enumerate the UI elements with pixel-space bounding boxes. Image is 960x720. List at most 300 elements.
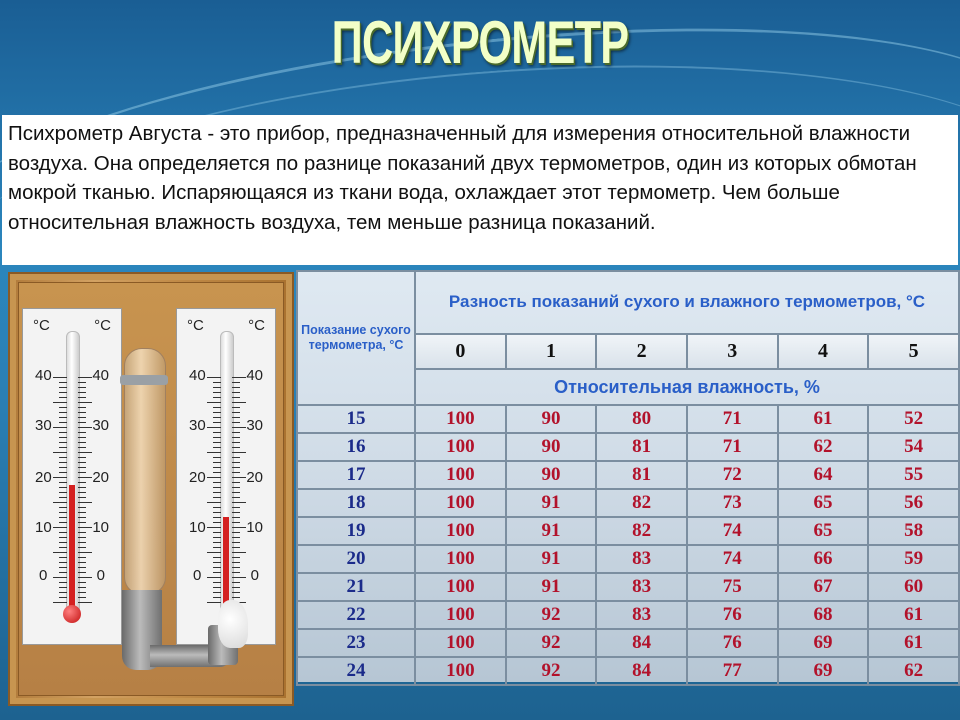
scale-tick bbox=[78, 387, 86, 388]
humidity-value-cell: 100 bbox=[415, 657, 506, 685]
scale-tick bbox=[78, 547, 86, 548]
scale-tick bbox=[59, 482, 67, 483]
scale-tick bbox=[213, 587, 221, 588]
scale-tick bbox=[78, 442, 86, 443]
scale-tick bbox=[232, 587, 240, 588]
scale-tick bbox=[213, 562, 221, 563]
scale-tick bbox=[213, 437, 221, 438]
scale-tick bbox=[232, 547, 240, 548]
scale-tick bbox=[213, 512, 221, 513]
scale-label: 20 bbox=[35, 469, 52, 486]
scale-tick bbox=[78, 537, 86, 538]
humidity-value-cell: 52 bbox=[868, 405, 959, 433]
scale-label: 0 bbox=[96, 567, 105, 584]
humidity-value-cell: 81 bbox=[596, 461, 687, 489]
humidity-value-cell: 61 bbox=[868, 629, 959, 657]
scale-tick bbox=[213, 572, 221, 573]
scale-tick bbox=[213, 397, 221, 398]
humidity-value-cell: 100 bbox=[415, 629, 506, 657]
scale-tick bbox=[232, 552, 246, 553]
scale-tick bbox=[78, 392, 86, 393]
scale-tick bbox=[213, 582, 221, 583]
scale-tick bbox=[59, 462, 67, 463]
scale-tick bbox=[213, 482, 221, 483]
scale-tick bbox=[78, 397, 86, 398]
unit-label: °C bbox=[33, 317, 50, 334]
humidity-value-cell: 76 bbox=[687, 601, 778, 629]
scale-tick bbox=[232, 447, 240, 448]
scale-tick bbox=[59, 392, 67, 393]
scale-tick bbox=[207, 452, 221, 453]
scale-label: 0 bbox=[250, 567, 259, 584]
table-row bbox=[297, 601, 959, 629]
humidity-value-cell: 69 bbox=[778, 657, 869, 685]
scale-tick bbox=[232, 457, 240, 458]
scale-tick bbox=[59, 382, 67, 383]
dry-temperature-cell: 16 bbox=[297, 433, 415, 461]
humidity-value-cell: 100 bbox=[415, 601, 506, 629]
scale-tick bbox=[232, 562, 240, 563]
scale-tick bbox=[213, 542, 221, 543]
scale-tick bbox=[232, 487, 240, 488]
scale-tick bbox=[213, 492, 221, 493]
relative-humidity-header: Относительная влажность, % bbox=[415, 369, 959, 405]
humidity-value-cell: 73 bbox=[687, 489, 778, 517]
scale-tick bbox=[232, 452, 246, 453]
humidity-value-cell: 91 bbox=[506, 573, 597, 601]
scale-tick bbox=[78, 532, 86, 533]
scale-tick bbox=[59, 447, 67, 448]
scale-tick bbox=[232, 387, 240, 388]
dry-temperature-cell: 15 bbox=[297, 405, 415, 433]
scale-label: 10 bbox=[92, 519, 109, 536]
scale-tick bbox=[78, 482, 86, 483]
scale-tick bbox=[59, 567, 67, 568]
difference-value: 2 bbox=[596, 334, 687, 370]
humidity-value-cell: 60 bbox=[868, 573, 959, 601]
scale-tick bbox=[59, 537, 67, 538]
scale-tick bbox=[213, 497, 221, 498]
humidity-value-cell: 67 bbox=[778, 573, 869, 601]
table-row bbox=[297, 405, 959, 433]
scale-tick bbox=[232, 422, 240, 423]
scale-tick bbox=[232, 527, 246, 528]
scale-tick bbox=[232, 382, 240, 383]
scale-tick bbox=[78, 512, 86, 513]
description-box bbox=[2, 115, 958, 265]
scale-tick bbox=[232, 432, 240, 433]
humidity-value-cell: 59 bbox=[868, 545, 959, 573]
scale-tick bbox=[78, 402, 92, 403]
humidity-value-cell: 81 bbox=[596, 433, 687, 461]
humidity-value-cell: 61 bbox=[778, 405, 869, 433]
scale-tick bbox=[213, 547, 221, 548]
scale-tick bbox=[59, 587, 67, 588]
slide-title: ПСИХРОМЕТР bbox=[331, 9, 629, 76]
difference-header bbox=[415, 271, 959, 334]
humidity-value-cell: 83 bbox=[596, 545, 687, 573]
scale-tick bbox=[213, 557, 221, 558]
humidity-value-cell: 65 bbox=[778, 489, 869, 517]
humidity-value-cell: 92 bbox=[506, 657, 597, 685]
scale-tick bbox=[59, 417, 67, 418]
scale-tick bbox=[59, 497, 67, 498]
scale-tick bbox=[207, 477, 221, 478]
scale-tick bbox=[78, 567, 86, 568]
scale-tick bbox=[213, 592, 221, 593]
scale-tick bbox=[207, 527, 221, 528]
humidity-value-cell: 56 bbox=[868, 489, 959, 517]
difference-value: 1 bbox=[506, 334, 597, 370]
humidity-value-cell: 84 bbox=[596, 657, 687, 685]
scale-tick bbox=[78, 527, 92, 528]
humidity-value-cell: 91 bbox=[506, 517, 597, 545]
dry-temperature-cell: 20 bbox=[297, 545, 415, 573]
scale-label: 30 bbox=[35, 417, 52, 434]
scale-tick bbox=[78, 577, 92, 578]
scale-tick bbox=[232, 507, 240, 508]
humidity-value-cell: 90 bbox=[506, 405, 597, 433]
scale-tick bbox=[78, 507, 86, 508]
scale-tick bbox=[78, 582, 86, 583]
scale-tick bbox=[78, 557, 86, 558]
scale-tick bbox=[59, 412, 67, 413]
scale-tick bbox=[232, 577, 246, 578]
dry-thermometer-header-text: Показание сухого термометра, °C bbox=[301, 323, 411, 352]
table-row bbox=[297, 461, 959, 489]
scale-tick bbox=[78, 407, 86, 408]
scale-tick bbox=[78, 412, 86, 413]
mercury-column bbox=[223, 517, 229, 610]
difference-value: 3 bbox=[687, 334, 778, 370]
scale-tick bbox=[232, 377, 246, 378]
scale-tick bbox=[78, 552, 92, 553]
scale-tick bbox=[232, 407, 240, 408]
scale-tick bbox=[53, 602, 67, 603]
scale-tick bbox=[78, 432, 86, 433]
scale-tick bbox=[78, 597, 86, 598]
unit-label: °C bbox=[94, 317, 111, 334]
scale-tick bbox=[232, 492, 240, 493]
scale-tick bbox=[232, 537, 240, 538]
scale-tick bbox=[213, 532, 221, 533]
scale-label: 40 bbox=[246, 367, 263, 384]
scale-tick bbox=[232, 412, 240, 413]
scale-tick bbox=[78, 447, 86, 448]
scale-tick bbox=[213, 462, 221, 463]
scale-tick bbox=[232, 572, 240, 573]
humidity-value-cell: 75 bbox=[687, 573, 778, 601]
scale-tick bbox=[78, 467, 86, 468]
scale-tick bbox=[78, 592, 86, 593]
scale-tick bbox=[232, 392, 240, 393]
scale-tick bbox=[78, 462, 86, 463]
humidity-value-cell: 80 bbox=[596, 405, 687, 433]
scale-tick bbox=[78, 517, 86, 518]
scale-tick bbox=[59, 387, 67, 388]
scale-tick bbox=[78, 602, 92, 603]
scale-tick bbox=[207, 602, 221, 603]
humidity-value-cell: 100 bbox=[415, 517, 506, 545]
scale-tick bbox=[207, 377, 221, 378]
scale-label: 40 bbox=[35, 367, 52, 384]
scale-tick bbox=[213, 422, 221, 423]
humidity-value-cell: 58 bbox=[868, 517, 959, 545]
scale-tick bbox=[207, 552, 221, 553]
scale-tick bbox=[213, 407, 221, 408]
difference-value: 5 bbox=[868, 334, 959, 370]
scale-tick bbox=[232, 442, 240, 443]
scale-tick bbox=[59, 432, 67, 433]
difference-value: 0 bbox=[415, 334, 506, 370]
humidity-value-cell: 66 bbox=[778, 545, 869, 573]
scale-tick bbox=[213, 537, 221, 538]
humidity-value-cell: 69 bbox=[778, 629, 869, 657]
dry-temperature-cell: 22 bbox=[297, 601, 415, 629]
scale-tick bbox=[232, 532, 240, 533]
scale-tick bbox=[78, 492, 86, 493]
scale-tick bbox=[232, 427, 246, 428]
scale-tick bbox=[207, 427, 221, 428]
scale-tick bbox=[213, 522, 221, 523]
scale-tick bbox=[53, 577, 67, 578]
scale-tick bbox=[59, 467, 67, 468]
scale-tick bbox=[213, 472, 221, 473]
scale-label: 30 bbox=[246, 417, 263, 434]
table-row bbox=[297, 433, 959, 461]
humidity-value-cell: 91 bbox=[506, 489, 597, 517]
scale-tick bbox=[78, 502, 92, 503]
scale-tick bbox=[78, 382, 86, 383]
dry-temperature-cell: 21 bbox=[297, 573, 415, 601]
humidity-value-cell: 100 bbox=[415, 545, 506, 573]
scale-tick bbox=[59, 597, 67, 598]
scale-tick bbox=[232, 502, 246, 503]
scale-tick bbox=[232, 467, 240, 468]
scale-tick bbox=[232, 542, 240, 543]
humidity-value-cell: 62 bbox=[778, 433, 869, 461]
scale-tick bbox=[78, 377, 92, 378]
scale-tick bbox=[232, 437, 240, 438]
difference-header-text: Разность показаний сухого и влажного термометров, °C bbox=[448, 292, 926, 312]
table-row bbox=[297, 489, 959, 517]
scale-tick bbox=[213, 432, 221, 433]
scale-tick bbox=[59, 542, 67, 543]
unit-label: °C bbox=[248, 317, 265, 334]
scale-tick bbox=[232, 402, 246, 403]
humidity-value-cell: 83 bbox=[596, 573, 687, 601]
humidity-value-cell: 100 bbox=[415, 405, 506, 433]
wet-cloth bbox=[218, 600, 248, 648]
scale-tick bbox=[53, 477, 67, 478]
scale-tick bbox=[213, 507, 221, 508]
humidity-value-cell: 65 bbox=[778, 517, 869, 545]
humidity-value-cell: 77 bbox=[687, 657, 778, 685]
scale-tick bbox=[59, 517, 67, 518]
scale-tick bbox=[232, 582, 240, 583]
difference-value: 4 bbox=[778, 334, 869, 370]
humidity-value-cell: 54 bbox=[868, 433, 959, 461]
humidity-value-cell: 72 bbox=[687, 461, 778, 489]
scale-tick bbox=[78, 427, 92, 428]
scale-tick bbox=[207, 577, 221, 578]
scale-tick bbox=[59, 507, 67, 508]
humidity-value-cell: 64 bbox=[778, 461, 869, 489]
scale-tick bbox=[78, 587, 86, 588]
humidity-value-cell: 62 bbox=[868, 657, 959, 685]
scale-tick bbox=[78, 437, 86, 438]
humidity-value-cell: 100 bbox=[415, 433, 506, 461]
scale-tick bbox=[59, 547, 67, 548]
scale-tick bbox=[59, 572, 67, 573]
description-text: Психрометр Августа - это прибор, предназначенный для измерения относительной влажности воздуха. Она определяется по разнице показаний двух термометров, один из которых обмотан мокрой тканью. Испаряющаяся из ткани вода, охлаждает этот термометр. Чем больше относительная влажность воздуха, тем меньше разница показаний. bbox=[8, 122, 917, 234]
scale-label: 30 bbox=[189, 417, 206, 434]
scale-tick bbox=[213, 412, 221, 413]
scale-tick bbox=[78, 472, 86, 473]
table-row bbox=[297, 573, 959, 601]
scale-tick bbox=[232, 397, 240, 398]
scale-tick bbox=[213, 597, 221, 598]
scale-tick bbox=[232, 557, 240, 558]
scale-tick bbox=[232, 477, 246, 478]
scale-tick bbox=[59, 397, 67, 398]
humidity-value-cell: 71 bbox=[687, 433, 778, 461]
scale-label: 40 bbox=[189, 367, 206, 384]
humidity-value-cell: 74 bbox=[687, 545, 778, 573]
scale-tick bbox=[232, 512, 240, 513]
scale-label: 20 bbox=[246, 469, 263, 486]
scale-tick bbox=[213, 457, 221, 458]
thermometer-bulb bbox=[63, 605, 81, 623]
scale-tick bbox=[78, 497, 86, 498]
scale-tick bbox=[213, 567, 221, 568]
scale-tick bbox=[59, 407, 67, 408]
scale-tick bbox=[213, 442, 221, 443]
humidity-table bbox=[296, 270, 960, 682]
humidity-value-cell: 55 bbox=[868, 461, 959, 489]
dry-thermometer-column-header bbox=[297, 271, 415, 405]
scale-tick bbox=[59, 592, 67, 593]
scale-tick bbox=[232, 567, 240, 568]
scale-tick bbox=[59, 492, 67, 493]
humidity-value-cell: 68 bbox=[778, 601, 869, 629]
scale-tick bbox=[53, 377, 67, 378]
scale-tick bbox=[232, 597, 240, 598]
humidity-value-cell: 82 bbox=[596, 517, 687, 545]
scale-tick bbox=[232, 517, 240, 518]
dry-temperature-cell: 17 bbox=[297, 461, 415, 489]
table-row bbox=[297, 629, 959, 657]
scale-tick bbox=[59, 582, 67, 583]
scale-tick bbox=[213, 517, 221, 518]
dry-temperature-cell: 19 bbox=[297, 517, 415, 545]
table-row bbox=[297, 657, 959, 685]
scale-tick bbox=[78, 562, 86, 563]
scale-tick bbox=[213, 382, 221, 383]
scale-tick bbox=[213, 387, 221, 388]
dry-temperature-cell: 18 bbox=[297, 489, 415, 517]
scale-label: 0 bbox=[193, 567, 202, 584]
scale-label: 20 bbox=[92, 469, 109, 486]
scale-tick bbox=[232, 417, 240, 418]
scale-tick bbox=[59, 437, 67, 438]
scale-tick bbox=[232, 462, 240, 463]
dry-temperature-cell: 23 bbox=[297, 629, 415, 657]
humidity-value-cell: 91 bbox=[506, 545, 597, 573]
mercury-column bbox=[69, 485, 75, 610]
scale-tick bbox=[78, 417, 86, 418]
scale-tick bbox=[213, 487, 221, 488]
humidity-value-cell: 74 bbox=[687, 517, 778, 545]
wet-thermometer bbox=[176, 308, 276, 645]
scale-tick bbox=[59, 512, 67, 513]
humidity-value-cell: 90 bbox=[506, 461, 597, 489]
scale-tick bbox=[59, 442, 67, 443]
dry-thermometer bbox=[22, 308, 122, 645]
humidity-value-cell: 100 bbox=[415, 461, 506, 489]
scale-tick bbox=[78, 542, 86, 543]
humidity-value-cell: 90 bbox=[506, 433, 597, 461]
dry-temperature-cell: 24 bbox=[297, 657, 415, 685]
scale-tick bbox=[59, 522, 67, 523]
water-reservoir bbox=[124, 348, 166, 595]
scale-tick bbox=[232, 482, 240, 483]
scale-tick bbox=[53, 502, 67, 503]
scale-tick bbox=[207, 402, 221, 403]
scale-tick bbox=[78, 457, 86, 458]
table-row bbox=[297, 545, 959, 573]
scale-tick bbox=[78, 487, 86, 488]
table-row bbox=[297, 517, 959, 545]
scale-label: 0 bbox=[39, 567, 48, 584]
scale-tick bbox=[59, 487, 67, 488]
humidity-value-cell: 92 bbox=[506, 629, 597, 657]
humidity-value-cell: 100 bbox=[415, 489, 506, 517]
scale-tick bbox=[213, 467, 221, 468]
scale-label: 30 bbox=[92, 417, 109, 434]
humidity-value-cell: 61 bbox=[868, 601, 959, 629]
scale-tick bbox=[59, 472, 67, 473]
scale-tick bbox=[59, 532, 67, 533]
scale-label: 20 bbox=[189, 469, 206, 486]
humidity-value-cell: 82 bbox=[596, 489, 687, 517]
humidity-value-cell: 71 bbox=[687, 405, 778, 433]
scale-tick bbox=[232, 472, 240, 473]
scale-tick bbox=[232, 497, 240, 498]
scale-tick bbox=[78, 522, 86, 523]
scale-tick bbox=[59, 422, 67, 423]
unit-label: °C bbox=[187, 317, 204, 334]
scale-tick bbox=[78, 422, 86, 423]
scale-tick bbox=[59, 457, 67, 458]
scale-tick bbox=[59, 557, 67, 558]
scale-tick bbox=[213, 392, 221, 393]
scale-label: 10 bbox=[246, 519, 263, 536]
humidity-value-cell: 83 bbox=[596, 601, 687, 629]
humidity-value-cell: 92 bbox=[506, 601, 597, 629]
scale-tick bbox=[207, 502, 221, 503]
scale-tick bbox=[78, 572, 86, 573]
scale-tick bbox=[78, 477, 92, 478]
scale-tick bbox=[53, 552, 67, 553]
scale-tick bbox=[213, 417, 221, 418]
scale-tick bbox=[53, 427, 67, 428]
scale-label: 10 bbox=[35, 519, 52, 536]
scale-tick bbox=[78, 452, 92, 453]
humidity-value-cell: 100 bbox=[415, 573, 506, 601]
scale-tick bbox=[53, 402, 67, 403]
scale-tick bbox=[59, 562, 67, 563]
